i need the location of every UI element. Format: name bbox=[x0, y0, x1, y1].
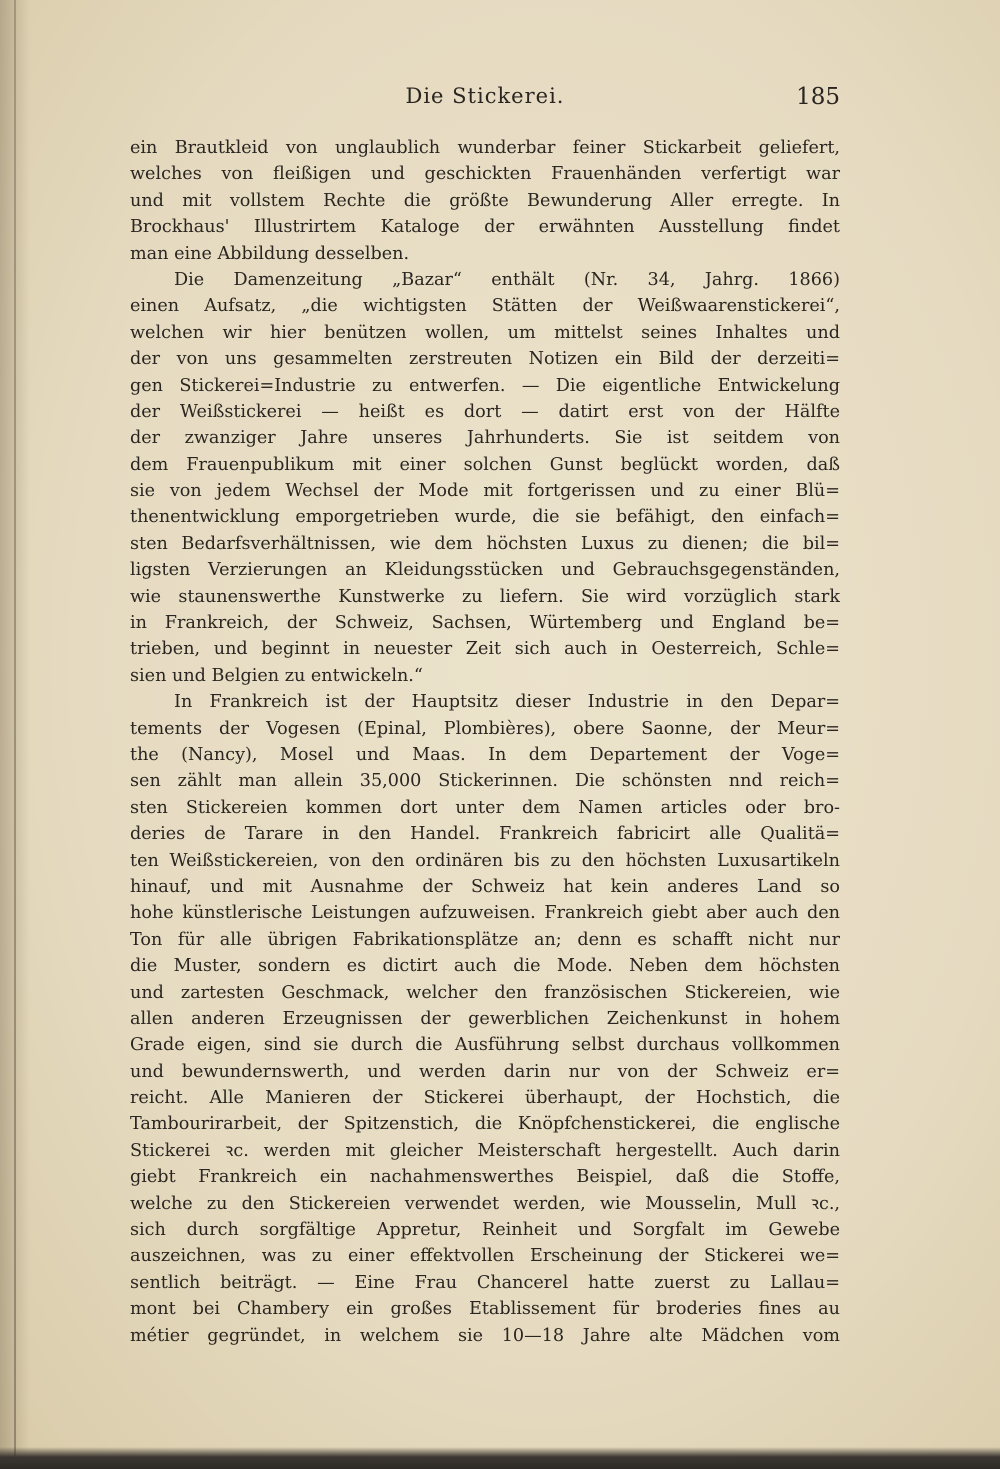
text-line: sich durch sorgfältige Appretur, Reinheit und Sorgfalt im Gewebe bbox=[130, 1220, 840, 1241]
text-line: Ton für alle übrigen Fabrikationsplätze an; denn es schafft nicht nur bbox=[130, 929, 840, 950]
text-line: sen zählt man allein 35,000 Stickerinnen. Die schönsten nnd reich= bbox=[130, 771, 840, 792]
text-line: der Weißstickerei — heißt es dort — datirt erst von der Hälfte bbox=[130, 401, 840, 422]
text-line: thenentwicklung emporgetrieben wurde, die sie befähigt, den einfach= bbox=[130, 507, 840, 528]
text-line: In Frankreich ist der Hauptsitz dieser Industrie in den Depar= bbox=[174, 692, 840, 713]
text-line: ein Brautkleid von unglaublich wunderbar feiner Stickarbeit geliefert, bbox=[130, 138, 840, 158]
text-line: einen Aufsatz, „die wichtigsten Stätten der Weißwaarenstickerei“, bbox=[130, 296, 840, 317]
page-bottom-edge bbox=[0, 1447, 1000, 1469]
text-line: deries de Tarare in den Handel. Frankreich fabricirt alle Qualitä= bbox=[130, 824, 840, 845]
text-line: sie von jedem Wechsel der Mode mit fortgerissen und zu einer Blü= bbox=[130, 481, 840, 502]
text-line: sten Bedarfsverhältnissen, wie dem höchsten Luxus zu dienen; die bil= bbox=[130, 533, 840, 554]
body-text bbox=[130, 135, 840, 1349]
text-line: und bewundernswerth, und werden darin nur von der Schweiz er= bbox=[130, 1061, 840, 1082]
text-line: mont bei Chambery ein großes Etablissement für broderies fines au bbox=[130, 1299, 840, 1320]
text-line: reicht. Alle Manieren der Stickerei überhaupt, der Hochstich, die bbox=[130, 1088, 840, 1109]
text-line: Brockhaus' Illustrirtem Kataloge der erwähnten Ausstellung findet bbox=[130, 217, 840, 238]
text-line: the (Nancy), Mosel und Maas. In dem Departement der Voge= bbox=[130, 744, 840, 765]
text-line: welches von fleißigen und geschickten Frauenhänden verfertigt war bbox=[130, 164, 840, 185]
text-line: allen anderen Erzeugnissen der gewerblichen Zeichenkunst in hohem bbox=[130, 1008, 840, 1029]
text-line: ligsten Verzierungen an Kleidungsstücken und Gebrauchsgegenständen, bbox=[130, 560, 840, 581]
text-line: sten Stickereien kommen dort unter dem Namen articles oder bro- bbox=[130, 797, 840, 818]
text-line: métier gegründet, in welchem sie 10—18 Jahre alte Mädchen vom bbox=[130, 1325, 840, 1346]
text-line: Tambourirarbeit, der Spitzenstich, die Knöpfchenstickerei, die englische bbox=[130, 1114, 840, 1135]
text-line: giebt Frankreich ein nachahmenswerthes Beispiel, daß die Stoffe, bbox=[130, 1167, 840, 1188]
text-line: ten Weißstickereien, von den ordinären bis zu den höchsten Luxusartikeln bbox=[130, 850, 840, 871]
text-line: hohe künstlerische Leistungen aufzuweisen. Frankreich giebt aber auch den bbox=[130, 903, 840, 924]
text-line: trieben, und beginnt in neuester Zeit sich auch in Oesterreich, Schle= bbox=[130, 639, 840, 660]
text-line: sentlich beiträgt. — Eine Frau Chancerel hatte zuerst zu Lallau= bbox=[130, 1272, 840, 1293]
text-line: der zwanziger Jahre unseres Jahrhunderts. Sie ist seitdem von bbox=[130, 428, 840, 449]
text-line: und zartesten Geschmack, welcher den französischen Stickereien, wie bbox=[130, 982, 840, 1003]
text-line: in Frankreich, der Schweiz, Sachsen, Würtemberg und England be= bbox=[130, 613, 840, 634]
text-line: wie staunenswerthe Kunstwerke zu liefern. Sie wird vorzüglich stark bbox=[130, 586, 840, 607]
text-line: hinauf, und mit Ausnahme der Schweiz hat kein anderes Land so bbox=[130, 876, 840, 897]
page-number: 185 bbox=[796, 84, 840, 110]
text-line: die Muster, sondern es dictirt auch die Mode. Neben dem höchsten bbox=[130, 956, 840, 977]
text-line: Grade eigen, sind sie durch die Ausführung selbst durchaus vollkommen bbox=[130, 1035, 840, 1056]
text-line: welche zu den Stickereien verwendet werden, wie Mousselin, Mull ꝛc., bbox=[130, 1193, 840, 1214]
text-line: dem Frauenpublikum mit einer solchen Gunst beglückt worden, daß bbox=[130, 454, 840, 475]
text-line: Stickerei ꝛc. werden mit gleicher Meisterschaft hergestellt. Auch darin bbox=[130, 1140, 840, 1161]
running-head bbox=[130, 84, 840, 116]
text-line: man eine Abbildung desselben. bbox=[130, 243, 410, 264]
running-title: Die Stickerei. bbox=[405, 84, 565, 108]
text-line: tements der Vogesen (Epinal, Plombières), obere Saonne, der Meur= bbox=[130, 718, 840, 739]
text-line: Die Damenzeitung „Bazar“ enthält (Nr. 34, Jahrg. 1866) bbox=[174, 269, 840, 290]
text-line: der von uns gesammelten zerstreuten Notizen ein Bild der derzeiti= bbox=[130, 349, 840, 370]
text-line: sien und Belgien zu entwickeln.“ bbox=[130, 665, 423, 686]
text-line: gen Stickerei=Industrie zu entwerfen. — Die eigentliche Entwickelung bbox=[130, 375, 840, 396]
text-line: welchen wir hier benützen wollen, um mittelst seines Inhaltes und bbox=[130, 322, 840, 343]
text-line: auszeichnen, was zu einer effektvollen Erscheinung der Stickerei we= bbox=[130, 1246, 840, 1267]
text-line: und mit vollstem Rechte die größte Bewunderung Aller erregte. In bbox=[130, 190, 840, 211]
binding-edge bbox=[14, 0, 16, 1469]
